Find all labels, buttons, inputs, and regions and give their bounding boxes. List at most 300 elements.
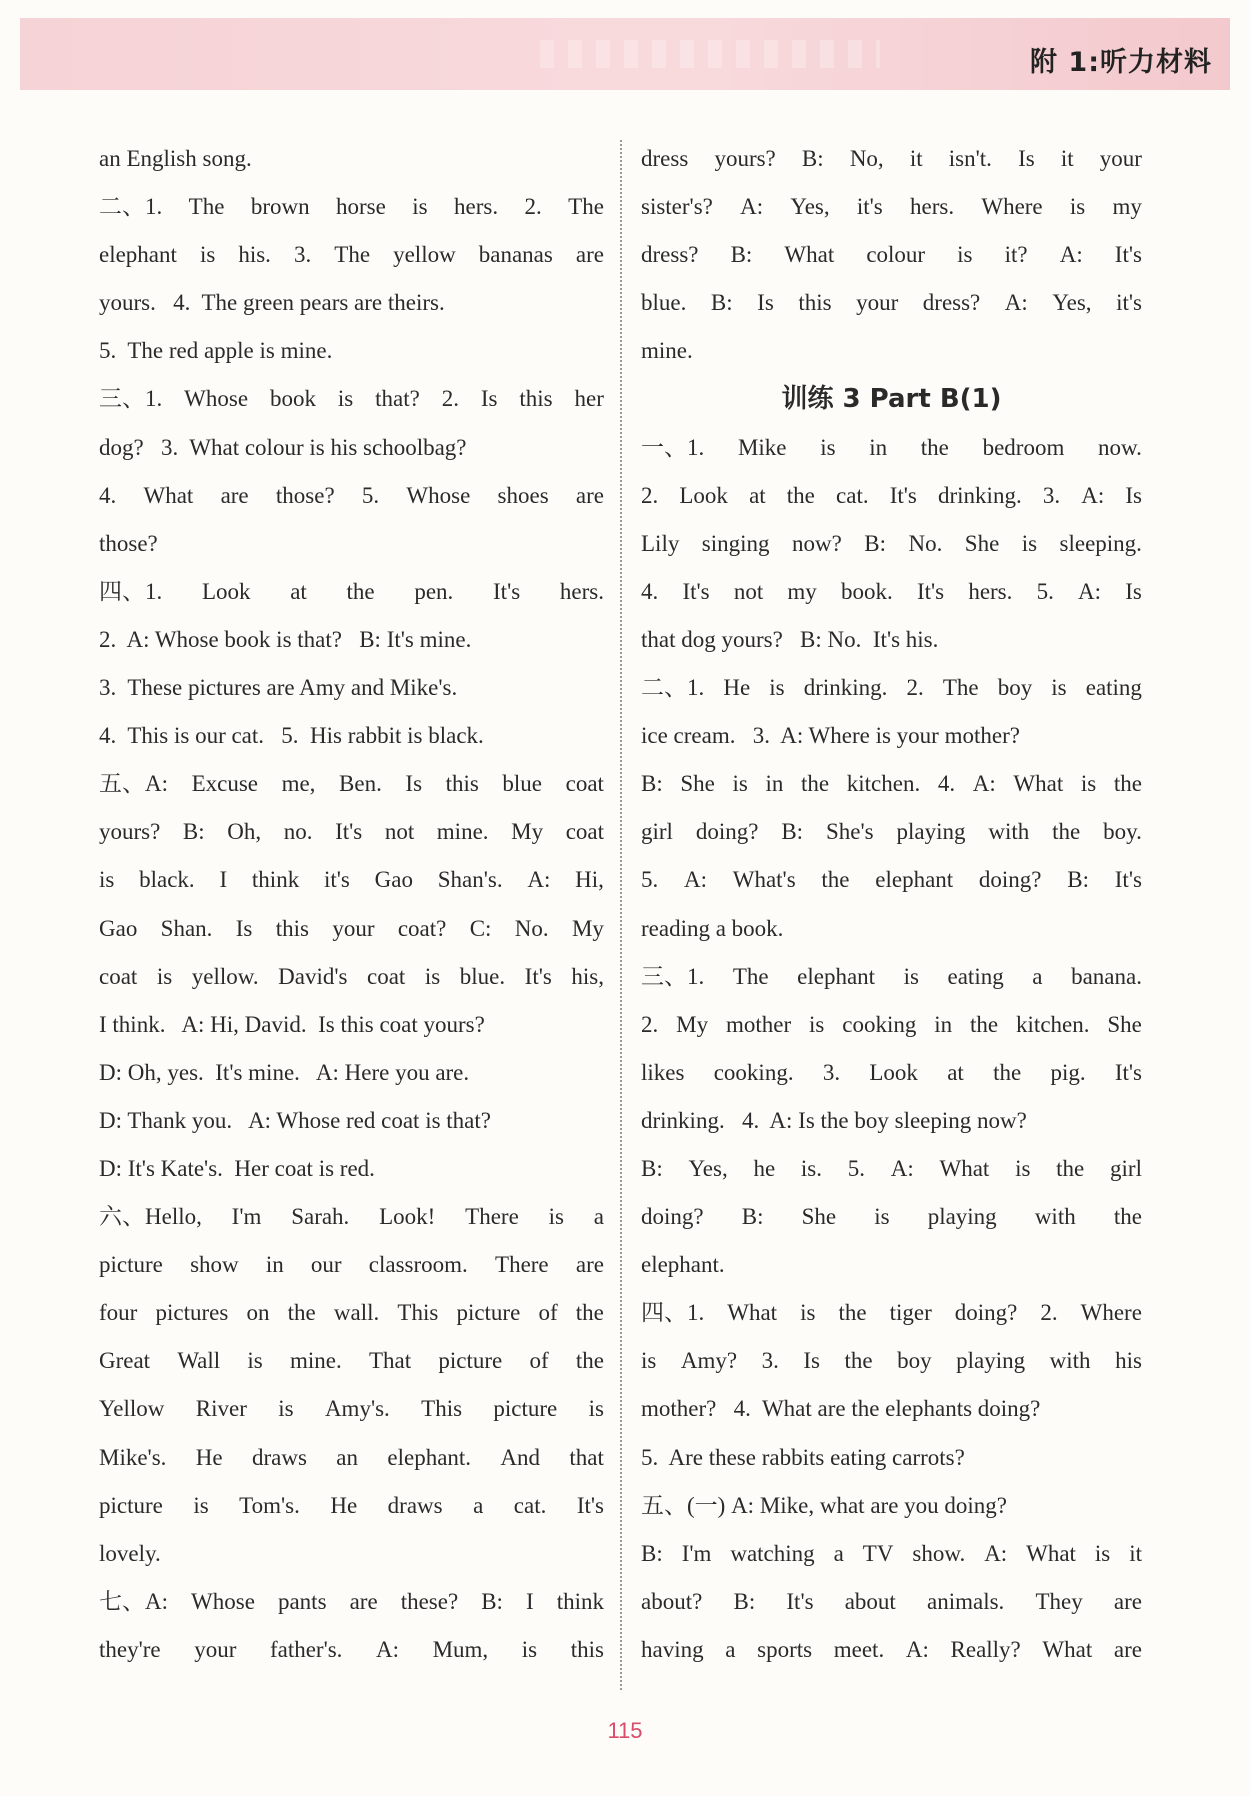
word: they're [99,1636,161,1662]
text-line [99,1434,604,1482]
word: B: [481,1588,503,1614]
word: is [1051,675,1067,701]
word: Whose [191,1588,255,1614]
word: 3. [822,1059,841,1085]
word: brown [250,194,310,220]
word: is [769,675,785,701]
word: on [246,1300,270,1326]
text-line [99,568,604,616]
text-line [99,1385,604,1433]
word: A: [684,867,707,893]
text-line [641,664,1142,712]
word: coat [367,963,406,989]
text-line: D: Thank you. A: Whose red coat is that? [99,1107,491,1133]
word: four [99,1300,138,1326]
word: Lily [641,530,680,556]
word: your [332,915,375,941]
word: of [529,1348,549,1374]
word: 四、1. [641,1300,705,1326]
word: girl [641,819,673,845]
word: B: [864,530,886,556]
word: B: [801,146,824,171]
word: dress [641,146,689,171]
word: with [1049,1348,1091,1374]
word: is [809,1011,825,1037]
text-line: 五、(一) A: Mike, what are you doing? [641,1492,1008,1518]
word: is [903,963,919,989]
word: blue. [459,963,506,989]
word: Tom's. [239,1492,300,1518]
word: It's [1114,867,1142,893]
word: Gao [99,915,138,941]
word: doing? [641,1204,704,1230]
word: it [1129,1540,1142,1566]
word: are [349,1588,378,1614]
text-line: elephant. [641,1252,725,1278]
word: bedroom [982,434,1065,460]
word: elephant [875,867,954,893]
text-line: 5. The red apple is mine. [99,338,333,364]
right-column [641,135,1142,1674]
word: Really? [950,1636,1021,1662]
word: River [195,1396,247,1422]
word: her [574,386,604,412]
word: 一、1. [641,434,705,460]
word: It's [889,482,917,508]
text-line [641,231,1142,279]
word: It's [335,819,363,845]
word: a [1032,963,1043,989]
word: is [424,963,441,989]
word: are [1113,1636,1142,1662]
text-line [641,808,1142,856]
column-divider [620,140,622,1690]
word: She's [825,819,874,845]
text-line [641,1289,1142,1337]
word: 2. [524,194,542,220]
word: are [1113,1588,1142,1614]
word: yours? [99,819,161,845]
word: isn't. [948,146,992,171]
word: the [920,434,949,460]
word: 二、1. [641,675,705,701]
word: Whose [406,482,471,508]
word: in [765,771,784,797]
text-line [641,472,1142,520]
word: his [1115,1348,1142,1374]
word: the [786,482,815,508]
word: He [723,675,751,701]
word: picture [99,1252,163,1278]
word: cooking [842,1011,917,1037]
word: are [220,482,249,508]
word: an [336,1444,359,1470]
word: Ben. [339,771,382,797]
word: a [833,1540,844,1566]
word: is [800,1300,816,1326]
word: Look! [379,1204,436,1230]
word: 5. [361,482,380,508]
word: kitchen. [846,771,921,797]
text-line [641,135,1142,183]
word: Is [1018,146,1035,171]
word: hers. [559,578,604,604]
word: It's [682,578,710,604]
word: doing? [954,1300,1018,1326]
text-line [641,1578,1142,1626]
word: It's [786,1588,814,1614]
word: not [733,578,764,604]
word: is [548,1204,564,1230]
word: Yes, [688,1155,728,1181]
word: A: [1059,242,1083,268]
word: pen. [414,578,454,604]
word: hers. [910,194,955,220]
word: boy. [1103,819,1142,845]
text-line [641,1001,1142,1049]
word: Yes, [790,194,830,220]
word: this [570,1636,604,1662]
text-line: mine. [641,338,693,364]
word: A: [376,1636,400,1662]
word: coat [565,819,604,845]
word: wall. [333,1300,380,1326]
word: He [195,1444,223,1470]
word: with [1034,1204,1076,1230]
word: cat. [836,482,869,508]
word: book [269,386,316,412]
word: C: [469,915,492,941]
word: What's [732,867,796,893]
word: B: [741,1204,764,1230]
word: my [1112,194,1142,220]
word: colour [866,242,926,268]
word: are [575,1252,604,1278]
text-line [99,905,604,953]
word: B: [641,1540,663,1566]
word: horse [336,194,386,220]
word: a [725,1636,736,1662]
text-line [99,1289,604,1337]
text-line [641,520,1142,568]
word: Shan's. [437,867,503,893]
word: is [874,1204,890,1230]
word: this [275,915,309,941]
word: his, [571,963,604,989]
word: My [676,1011,709,1037]
text-line [641,856,1142,904]
text-line: dog? 3. What colour is his schoolbag? [99,434,467,460]
word: draws [251,1444,307,1470]
text-line: that dog yours? B: No. It's his. [641,626,939,652]
page-number: 115 [607,1718,643,1743]
word: picture [493,1396,558,1422]
word: A: [1078,578,1102,604]
word: It's [916,578,945,604]
word: in [934,1011,953,1037]
word: Oh, [227,819,262,845]
word: the [287,1300,316,1326]
text-line [641,1626,1142,1674]
text-line: 3. These pictures are Amy and Mike's. [99,675,458,701]
word: Is [235,915,253,941]
text-line: yours. 4. The green pears are theirs. [99,290,445,316]
word: Gao [374,867,413,893]
word: I'm [681,1540,712,1566]
text-line [99,1193,604,1241]
word: picture [456,1300,521,1326]
word: A: [905,1636,929,1662]
word: elephant [797,963,876,989]
word: A: [984,1540,1008,1566]
word: meet. [833,1636,885,1662]
word: No. [908,530,943,556]
word: She [680,771,715,797]
word: is [1069,194,1086,220]
word: elephant. [387,1444,472,1470]
word: is. [800,1155,823,1181]
word: A: [1004,290,1028,316]
word: cat. [513,1492,547,1518]
word: black. [139,867,195,893]
word: is [99,867,115,893]
word: It's [1114,242,1142,268]
word: There [465,1204,519,1230]
word: is [156,963,173,989]
word: Amy's. [324,1396,390,1422]
word: It's [493,578,521,604]
word: eating [1085,675,1142,701]
word: banana. [1071,963,1142,989]
word: a [473,1492,484,1518]
word: What [1026,1540,1076,1566]
text-line [99,472,604,520]
word: The [732,963,769,989]
word: that [569,1444,604,1470]
word: It's [576,1492,604,1518]
word: father's. [269,1636,343,1662]
word: A: [890,1155,914,1181]
word: drinking. [938,482,1022,508]
section-title: 附 1:听力材料 [1030,47,1212,78]
word: She [1107,1011,1142,1037]
word: 三、1. [641,963,705,989]
text-line [641,760,1142,808]
word: blue. [641,290,687,316]
word: What [727,1300,778,1326]
text-line [99,856,604,904]
word: your [194,1636,237,1662]
text-line [99,1578,604,1626]
text-line: lovely. [99,1540,161,1566]
word: a [593,1204,604,1230]
word: B: [730,242,753,268]
text-line [99,808,604,856]
word: mine. [436,819,489,845]
text-line [641,424,1142,472]
word: Look [201,578,251,604]
word: 七、A: [99,1588,168,1614]
word: is [1080,771,1097,797]
text-line: 5. Are these rabbits eating carrots? [641,1444,965,1470]
word: his. [238,242,271,268]
word: 2. [641,482,659,508]
word: Amy? [680,1348,738,1374]
word: coat? [397,915,447,941]
word: not [384,819,415,845]
word: book. [841,578,893,604]
word: This [421,1396,463,1422]
header-band [20,18,1230,90]
word: Excuse [191,771,258,797]
word: Whose [184,386,249,412]
word: it's [856,194,883,220]
text-line [99,1482,604,1530]
word: the [575,1348,604,1374]
word: doing? [695,819,759,845]
word: 3. [761,1348,779,1374]
word: your [856,290,899,316]
word: the [1113,771,1142,797]
text-line [99,953,604,1001]
word: I'm [231,1204,262,1230]
text-line [99,1241,604,1289]
word: with [988,819,1030,845]
word: sister's? [641,194,713,220]
text-line: D: Oh, yes. It's mine. A: Here you are. [99,1059,470,1085]
word: pants [277,1588,327,1614]
word: And [500,1444,541,1470]
word: 5. [1036,578,1054,604]
word: is [588,1396,604,1422]
word: of [538,1300,558,1326]
word: The [334,242,371,268]
word: 4. [641,578,659,604]
word: is [278,1396,294,1422]
word: That [368,1348,412,1374]
word: 二、1. [99,194,163,220]
word: Is [757,290,774,316]
word: is [641,1348,657,1374]
text-line [641,1145,1142,1193]
word: picture [99,1492,163,1518]
word: is [199,242,216,268]
word: it [909,146,923,171]
word: is [1021,530,1038,556]
word: 2. [1040,1300,1058,1326]
word: playing [896,819,966,845]
word: TV [862,1540,894,1566]
text-line [641,568,1142,616]
word: elephant [99,242,177,268]
word: the [1056,1155,1085,1181]
word: B: [641,771,663,797]
text-line: drinking. 4. A: Is the boy sleeping now? [641,1107,1027,1133]
word: about [844,1588,896,1614]
word: Is [1125,578,1142,604]
word: show [190,1252,239,1278]
word: likes [641,1059,685,1085]
word: think [251,867,300,893]
word: classroom. [368,1252,468,1278]
word: What [1013,771,1064,797]
word: this [798,290,832,316]
word: these? [400,1588,459,1614]
word: he [753,1155,776,1181]
word: A: [740,194,764,220]
word: is [1094,1540,1111,1566]
text-line [641,1530,1142,1578]
word: Look [679,482,728,508]
word: What [1042,1636,1093,1662]
word: He [330,1492,358,1518]
word: those? [275,482,335,508]
word: The [568,194,604,220]
word: Look [869,1059,918,1085]
word: Is [405,771,423,797]
text-line [641,1049,1142,1097]
word: 五、A: [99,771,168,797]
word: B: [641,1155,663,1181]
word: watching [730,1540,815,1566]
word: They [1035,1588,1083,1614]
word: are [575,242,604,268]
word: yellow [393,242,456,268]
word: no. [283,819,313,845]
word: bananas [478,242,553,268]
word: at [290,578,307,604]
word: B: [710,290,733,316]
word: 2. [641,1011,659,1037]
word: Sarah. [291,1204,350,1230]
word: now? [791,530,842,556]
word: Is [803,1348,820,1374]
word: Mike's. [99,1444,167,1470]
word: think [556,1588,604,1614]
word: She [964,530,1000,556]
word: Is [1125,482,1142,508]
word: hers. [968,578,1013,604]
word: B: [781,819,804,845]
word: pictures [155,1300,229,1326]
word: draws [387,1492,443,1518]
text-line [99,375,604,423]
word: it's [1116,290,1142,316]
word: sleeping. [1059,530,1142,556]
text-line [641,1337,1142,1385]
word: 四、1. [99,578,163,604]
word: is [732,771,748,797]
text-line [641,183,1142,231]
word: drinking. [803,675,888,701]
word: that? [375,386,420,412]
word: it? [1004,242,1028,268]
word: The [188,194,225,220]
word: singing [701,530,770,556]
word: blue [502,771,543,797]
word: it [1060,146,1074,171]
word: I [526,1588,534,1614]
word: 2. [441,386,459,412]
word: 三、1. [99,386,163,412]
word: is [247,1348,263,1374]
word: Mike [737,434,787,460]
word: 4. [99,482,117,508]
word: yellow. [191,963,259,989]
word: She [801,1204,837,1230]
word: 4. [937,771,956,797]
text-line [641,1193,1142,1241]
